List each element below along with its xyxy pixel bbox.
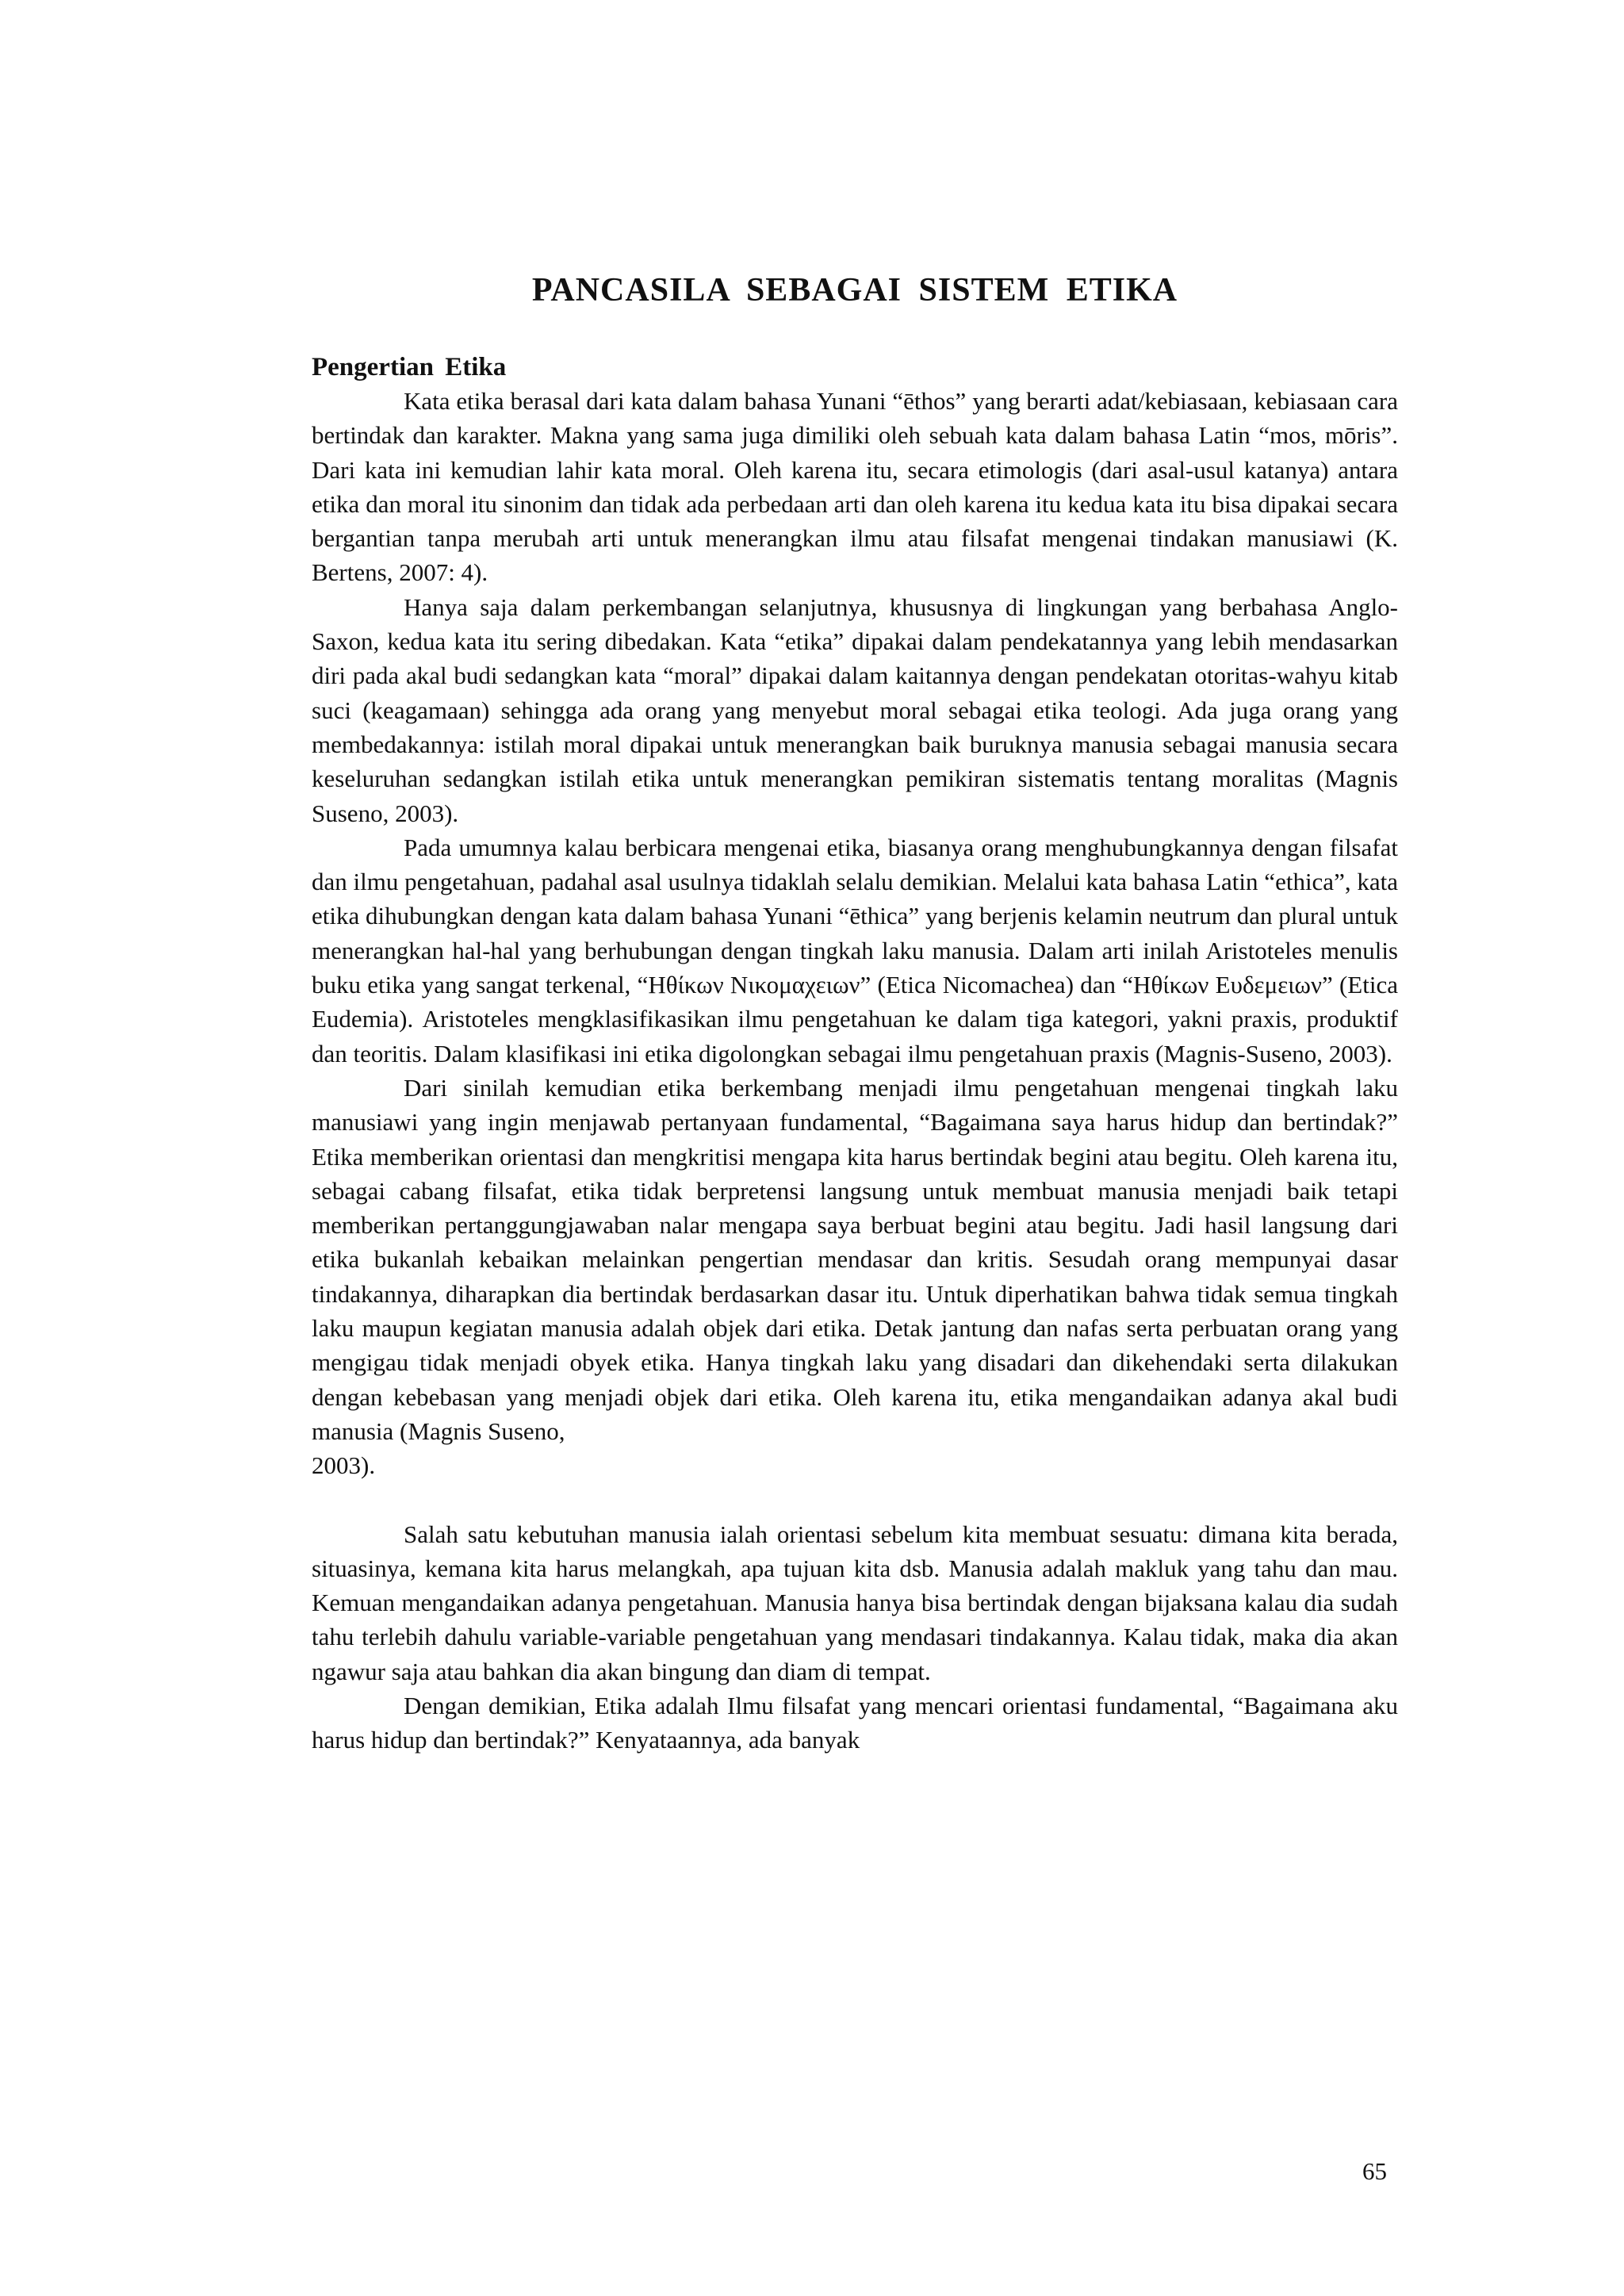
paragraph: Dari sinilah kemudian etika berkembang menjadi ilmu pengetahuan mengenai tingkah laku manusiawi yang ingin menjawab pertanyaan fundamental, “Bagaimana saya harus hidup dan bertindak?” Etika memberikan orientasi dan mengkritisi mengapa kita harus bertindak begini atau begitu. Oleh karena itu, sebagai cabang filsafat, etika tidak berpretensi langsung untuk membuat manusia menjadi baik tetapi memberikan pertanggungjawaban nalar mengapa saya berbuat begini atau begitu. Jadi hasil langsung dari etika bukanlah kebaikan melainkan pengertian mendasar dan kritis. Sesudah orang mempunyai dasar tindakannya, diharapkan dia bertindak berdasarkan dasar itu. Untuk diperhatikan bahwa tidak semua tingkah laku maupun kegiatan manusia adalah objek dari etika. Detak jantung dan nafas serta perbuatan orang yang mengigau tidak menjadi obyek etika. Hanya tingkah laku yang disadari dan dikehendaki serta dilakukan dengan kebebasan yang menjadi objek dari etika. Oleh karena itu, etika mengandaikan adanya akal budi manusia (Magnis Suseno,	[312, 1073, 1398, 1445]
paragraph: Pada umumnya kalau berbicara mengenai etika, biasanya orang menghubungkannya dengan filsafat dan ilmu pengetahuan, padahal asal usulnya tidaklah selalu demikian. Melalui kata bahasa Latin “ethica”, kata etika dihubungkan dengan kata dalam bahasa Yunani “ēthica” yang berjenis kelamin neutrum dan plural untuk menerangkan hal-hal yang berhubungan dengan tingkah laku manusia. Dalam arti inilah Aristoteles menulis buku etika yang sangat terkenal, “Ηθίκων Νικομαχειων” (Etica Nicomachea) dan “Ηθίκων Ευδεμειων” (Etica Eudemia). Aristoteles mengklasifikasikan ilmu pengetahuan ke dalam tiga kategori, yakni praxis, produktif dan teoritis. Dalam klasifikasi ini etika digolongkan sebagai ilmu pengetahuan praxis (Magnis-Suseno, 2003).	[312, 833, 1398, 1068]
section-heading: Pengertian Etika	[312, 353, 507, 381]
paragraph-continuation: 2003).	[312, 1451, 376, 1480]
page-number: 65	[1362, 2157, 1387, 2185]
paragraph: Kata etika berasal dari kata dalam bahasa Yunani “ēthos” yang berarti adat/kebiasaan, kebiasaan cara bertindak dan karakter. Makna yang sama juga dimiliki oleh sebuah kata dalam bahasa Latin “mos, mōris”. Dari kata ini kemudian lahir kata moral. Oleh karena itu, secara etimologis (dari asal-usul katanya) antara etika dan moral itu sinonim dan tidak ada perbedaan arti dan oleh karena itu kedua kata itu bisa dipakai secara bergantian tanpa merubah arti untuk menerangkan ilmu atau filsafat mengenai tindakan manusiawi (K. Bertens, 2007: 4).	[312, 387, 1398, 587]
body-text	[312, 384, 1398, 1757]
paragraph: Hanya saja dalam perkembangan selanjutnya, khususnya di lingkungan yang berbahasa Anglo-Saxon, kedua kata itu sering dibedakan. Kata “etika” dipakai dalam pendekatannya yang lebih mendasarkan diri pada akal budi sedangkan kata “moral” dipakai dalam kaitannya dengan pendekatan otoritas-wahyu kitab suci (keagamaan) sehingga ada orang yang menyebut moral sebagai etika teologi. Ada juga orang yang membedakannya: istilah moral dipakai untuk menerangkan baik buruknya manusia sebagai manusia secara keseluruhan sedangkan istilah etika untuk menerangkan pemikiran sistematis tentang moralitas (Magnis Suseno, 2003).	[312, 592, 1398, 827]
paragraph: Salah satu kebutuhan manusia ialah orientasi sebelum kita membuat sesuatu: dimana kita berada, situasinya, kemana kita harus melangkah, apa tujuan kita dsb. Manusia adalah makluk yang tahu dan mau. Kemuan mengandaikan adanya pengetahuan. Manusia hanya bisa bertindak dengan bijaksana kalau dia sudah tahu terlebih dahulu variable-variable pengetahuan yang mendasari tindakannya. Kalau tidak, maka dia akan ngawur saja atau bahkan dia akan bingung dan diam di tempat.	[312, 1520, 1398, 1685]
document-page	[312, 270, 1398, 1757]
page-title: PANCASILA SEBAGAI SISTEM ETIKA	[531, 272, 1178, 309]
paragraph: Dengan demikian, Etika adalah Ilmu filsafat yang mencari orientasi fundamental, “Bagaimana aku harus hidup dan bertindak?” Kenyataannya, ada banyak	[312, 1691, 1398, 1754]
